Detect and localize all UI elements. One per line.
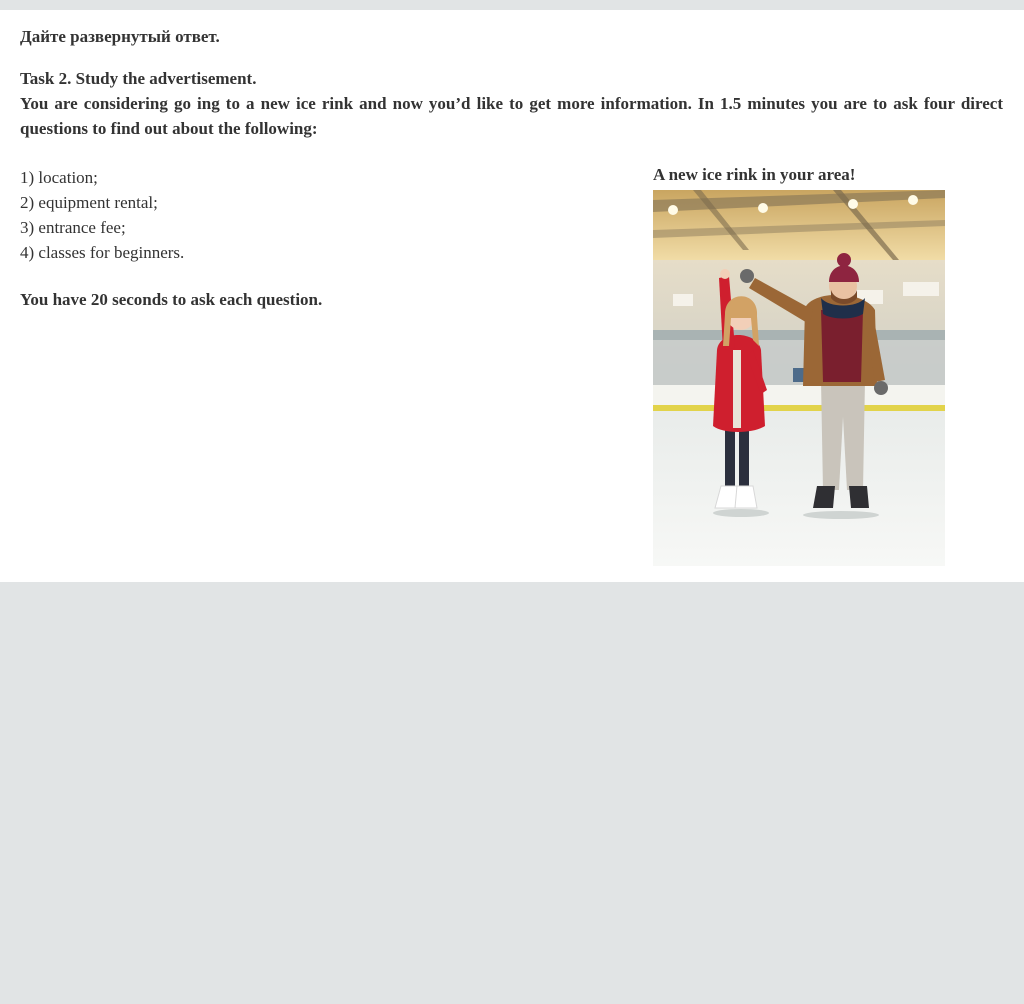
- list-item: 2) equipment rental;: [20, 193, 158, 212]
- advertisement-title: A new ice rink in your area!: [653, 165, 856, 184]
- ice-rink-photo: [653, 190, 945, 566]
- task-card: [0, 10, 1024, 582]
- list-item: 4) classes for beginners.: [20, 243, 185, 262]
- question-topics-list: [20, 165, 184, 265]
- instruction-heading: Дайте развернутый ответ.: [20, 27, 220, 46]
- task-description: [20, 66, 1003, 141]
- list-item: 3) entrance fee;: [20, 218, 126, 237]
- time-limit-note: You have 20 seconds to ask each question.: [20, 290, 323, 309]
- task-title: Task 2. Study the advertisement.: [20, 69, 257, 88]
- top-strip: [0, 0, 1024, 10]
- list-item: 1) location;: [20, 168, 98, 187]
- task-text: You are considering go ing to a new ice rink and now you’d like to get more information. In 1.5 minutes you are to ask four direct questions to find out about the following:: [20, 94, 1003, 138]
